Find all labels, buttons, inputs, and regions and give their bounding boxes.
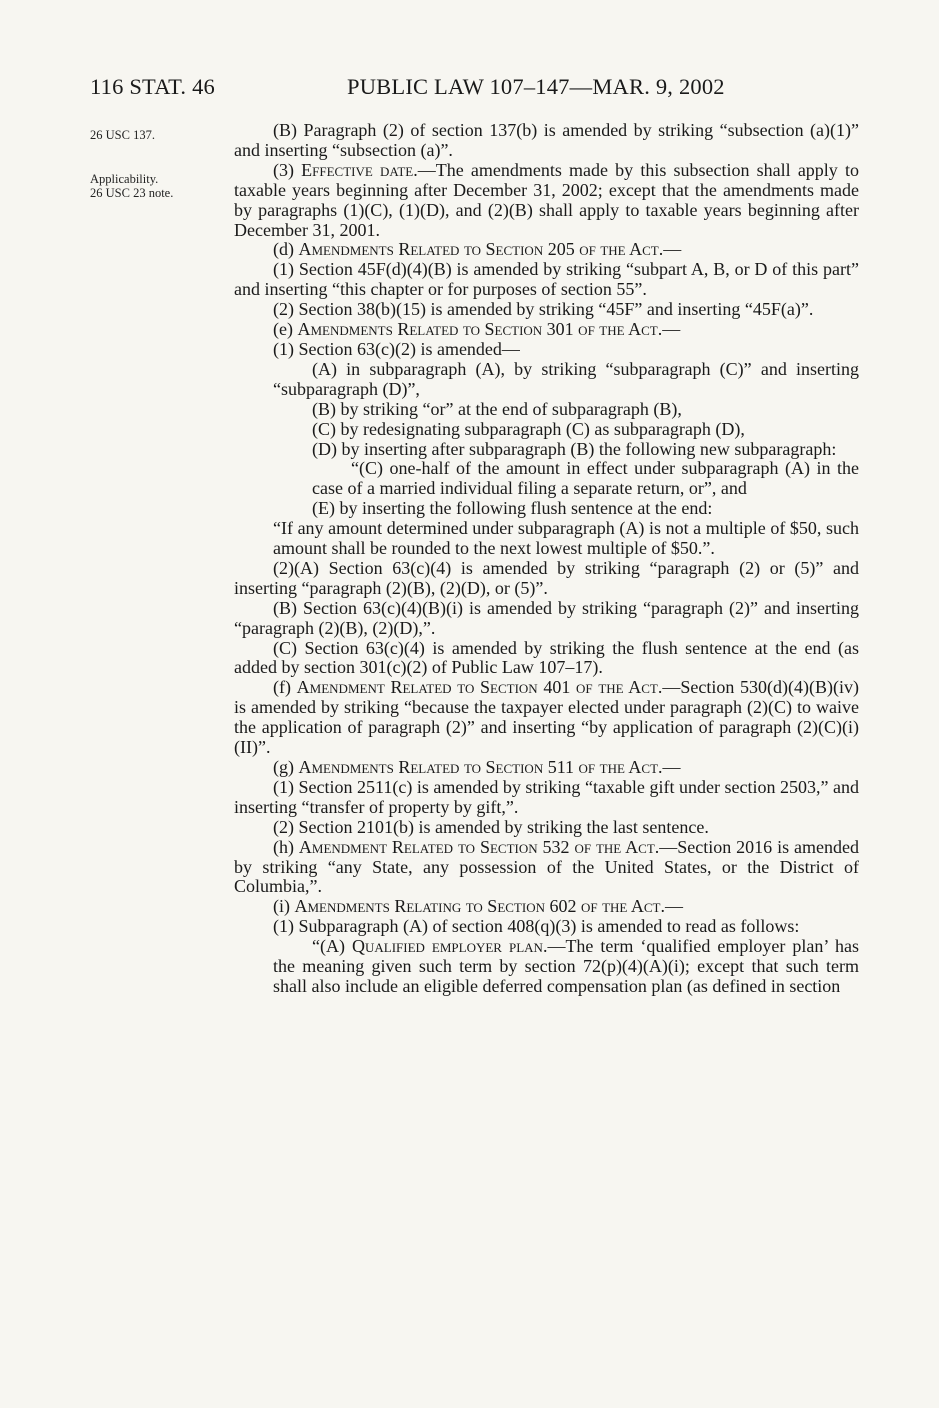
paragraph (234, 838, 859, 898)
paragraph-text: (1) Section 2511(c) is amended by striking “taxable gift under section 2503,” and inserting “transfer of property by gift,”. (234, 776, 859, 817)
paragraph-text: (2) Section 38(b)(15) is amended by striking “45F” and inserting “45F(a)”. (273, 299, 814, 320)
paragraph-text: .— (660, 896, 683, 917)
margin-note-applicability: Applicability. 26 USC 23 note. (90, 172, 174, 200)
paragraph (234, 678, 859, 758)
paragraph-text: .— (657, 319, 681, 340)
paragraph-text: .— (658, 757, 681, 777)
paragraph (234, 599, 859, 639)
paragraph-text: “If any amount determined under subparagraph (A) is not a multiple of $50, such amount shall be rounded to the next lowest multiple of $50.”. (273, 518, 859, 559)
paragraph-text: (2)(A) Section 63(c)(4) is amended by striking “paragraph (2) or (5)” and inserting “paragraph (2)(B), (2)(D), or (5)”. (234, 557, 859, 598)
paragraph-text: (A) in subparagraph (A), by striking “subparagraph (C)” and inserting “subparagraph (D)”, (273, 358, 859, 399)
paragraph-text: (E) by inserting the following flush sentence at the end: (312, 498, 713, 519)
paragraph-text: (1) Section 45F(d)(4)(B) is amended by striking “subpart A, B, or D of this part” and inserting “this chapter or for purposes of section 55”. (234, 259, 859, 300)
paragraph (234, 778, 859, 818)
paragraph (234, 818, 859, 838)
paragraph-text: .— (658, 239, 682, 260)
paragraph-text: (C) Section 63(c)(4) is amended by striking the flush sentence at the end (as added by section 301(c)(2) of Public Law 107–17). (234, 637, 859, 678)
paragraph-text: (B) by striking “or” at the end of subparagraph (B), (312, 398, 682, 419)
paragraph (234, 559, 859, 599)
paragraph-text: (D) by inserting after subparagraph (B) the following new subparagraph: (312, 438, 837, 459)
paragraph (234, 499, 859, 519)
paragraph-text: .—The term ‘qualified employer plan’ has the meaning given such term by section 72(p)(4)(A)(i); except that such term shall also include an eligible deferred compensation plan (as defined in section (273, 936, 859, 996)
paragraph (234, 161, 859, 241)
paragraph-lead: (d) (273, 239, 299, 260)
paragraph (234, 917, 859, 937)
paragraph-lead: (h) (273, 836, 299, 857)
paragraph-lead: (g) (273, 757, 299, 777)
paragraph (234, 937, 859, 997)
paragraph-text: (B) Section 63(c)(4)(B)(i) is amended by striking “paragraph (2)” and inserting “paragraph (2)(B), (2)(D),”. (234, 597, 859, 638)
paragraph-lead: (f) (273, 677, 297, 698)
paragraph-text: .—Section 530(d)(4)(B)(iv) is amended by striking “because the taxpayer elected under paragraph (2)(C) to waive the application of paragraph (2)” and inserting “by application of paragraph (2)(C)(i)(II)”. (234, 677, 860, 758)
paragraph-lead: (i) (273, 896, 295, 917)
paragraph-text: (2) Section 2101(b) is amended by striking the last sentence. (273, 816, 709, 837)
paragraph-heading: Amendment Related to Section 532 of the Act (298, 836, 655, 857)
paragraph-heading: Amendment Related to Section 401 of the Act (296, 677, 658, 698)
paragraph (234, 758, 859, 778)
paragraph (234, 519, 859, 559)
paragraph-text: .—Section 2016 is amended by striking “any State, any possession of the United States, or the District of Columbia,”. (234, 836, 859, 897)
paragraph-heading: Qualified employer plan (351, 936, 543, 957)
paragraph (234, 320, 859, 340)
paragraph-heading: Amendments Related to Section 511 of the Act (298, 757, 659, 777)
page-reference: 116 STAT. 46 (90, 74, 215, 99)
paragraph (234, 459, 859, 499)
margin-note-citation: 26 USC 137. (90, 128, 155, 142)
paragraph (234, 121, 859, 161)
paragraph (234, 897, 859, 917)
paragraph-text: (B) Paragraph (2) of section 137(b) is amended by striking “subsection (a)(1)” and inserting “subsection (a)”. (234, 120, 859, 160)
statute-body (234, 121, 859, 997)
paragraph-text: (1) Subparagraph (A) of section 408(q)(3) is amended to read as follows: (273, 916, 800, 937)
paragraph-lead: (3) (273, 159, 302, 180)
paragraph (234, 639, 859, 679)
paragraph (234, 300, 859, 320)
paragraph-heading: Amendments Relating to Section 602 of the Act (294, 896, 661, 917)
paragraph (234, 240, 859, 260)
paragraph-text: “(C) one-half of the amount in effect under subparagraph (A) in the case of a married individual filing a separate return, or”, and (312, 458, 859, 499)
paragraph-text: (1) Section 63(c)(2) is amended— (273, 338, 520, 359)
paragraph-heading: Effective date (301, 159, 414, 180)
paragraph (234, 420, 859, 440)
paragraph-text: .—The amendments made by this subsection shall apply to taxable years beginning after December 31, 2002; except that the amendments made by paragraphs (1)(C), (1)(D), and (2)(B) shall apply to taxable years beginning after December 31, 2001. (234, 159, 859, 240)
paragraph (234, 440, 859, 460)
paragraph-text: (C) by redesignating subparagraph (C) as subparagraph (D), (312, 418, 745, 439)
page-header (90, 74, 860, 104)
paragraph (234, 400, 859, 420)
paragraph-heading: Amendments Related to Section 301 of the Act (297, 319, 658, 340)
paragraph (234, 360, 859, 400)
paragraph (234, 340, 859, 360)
paragraph (234, 260, 859, 300)
paragraph-heading: Amendments Related to Section 205 of the Act (298, 239, 659, 260)
paragraph-lead: “(A) (312, 936, 352, 957)
paragraph-lead: (e) (273, 319, 298, 340)
law-title: PUBLIC LAW 107–147—MAR. 9, 2002 (347, 74, 725, 99)
